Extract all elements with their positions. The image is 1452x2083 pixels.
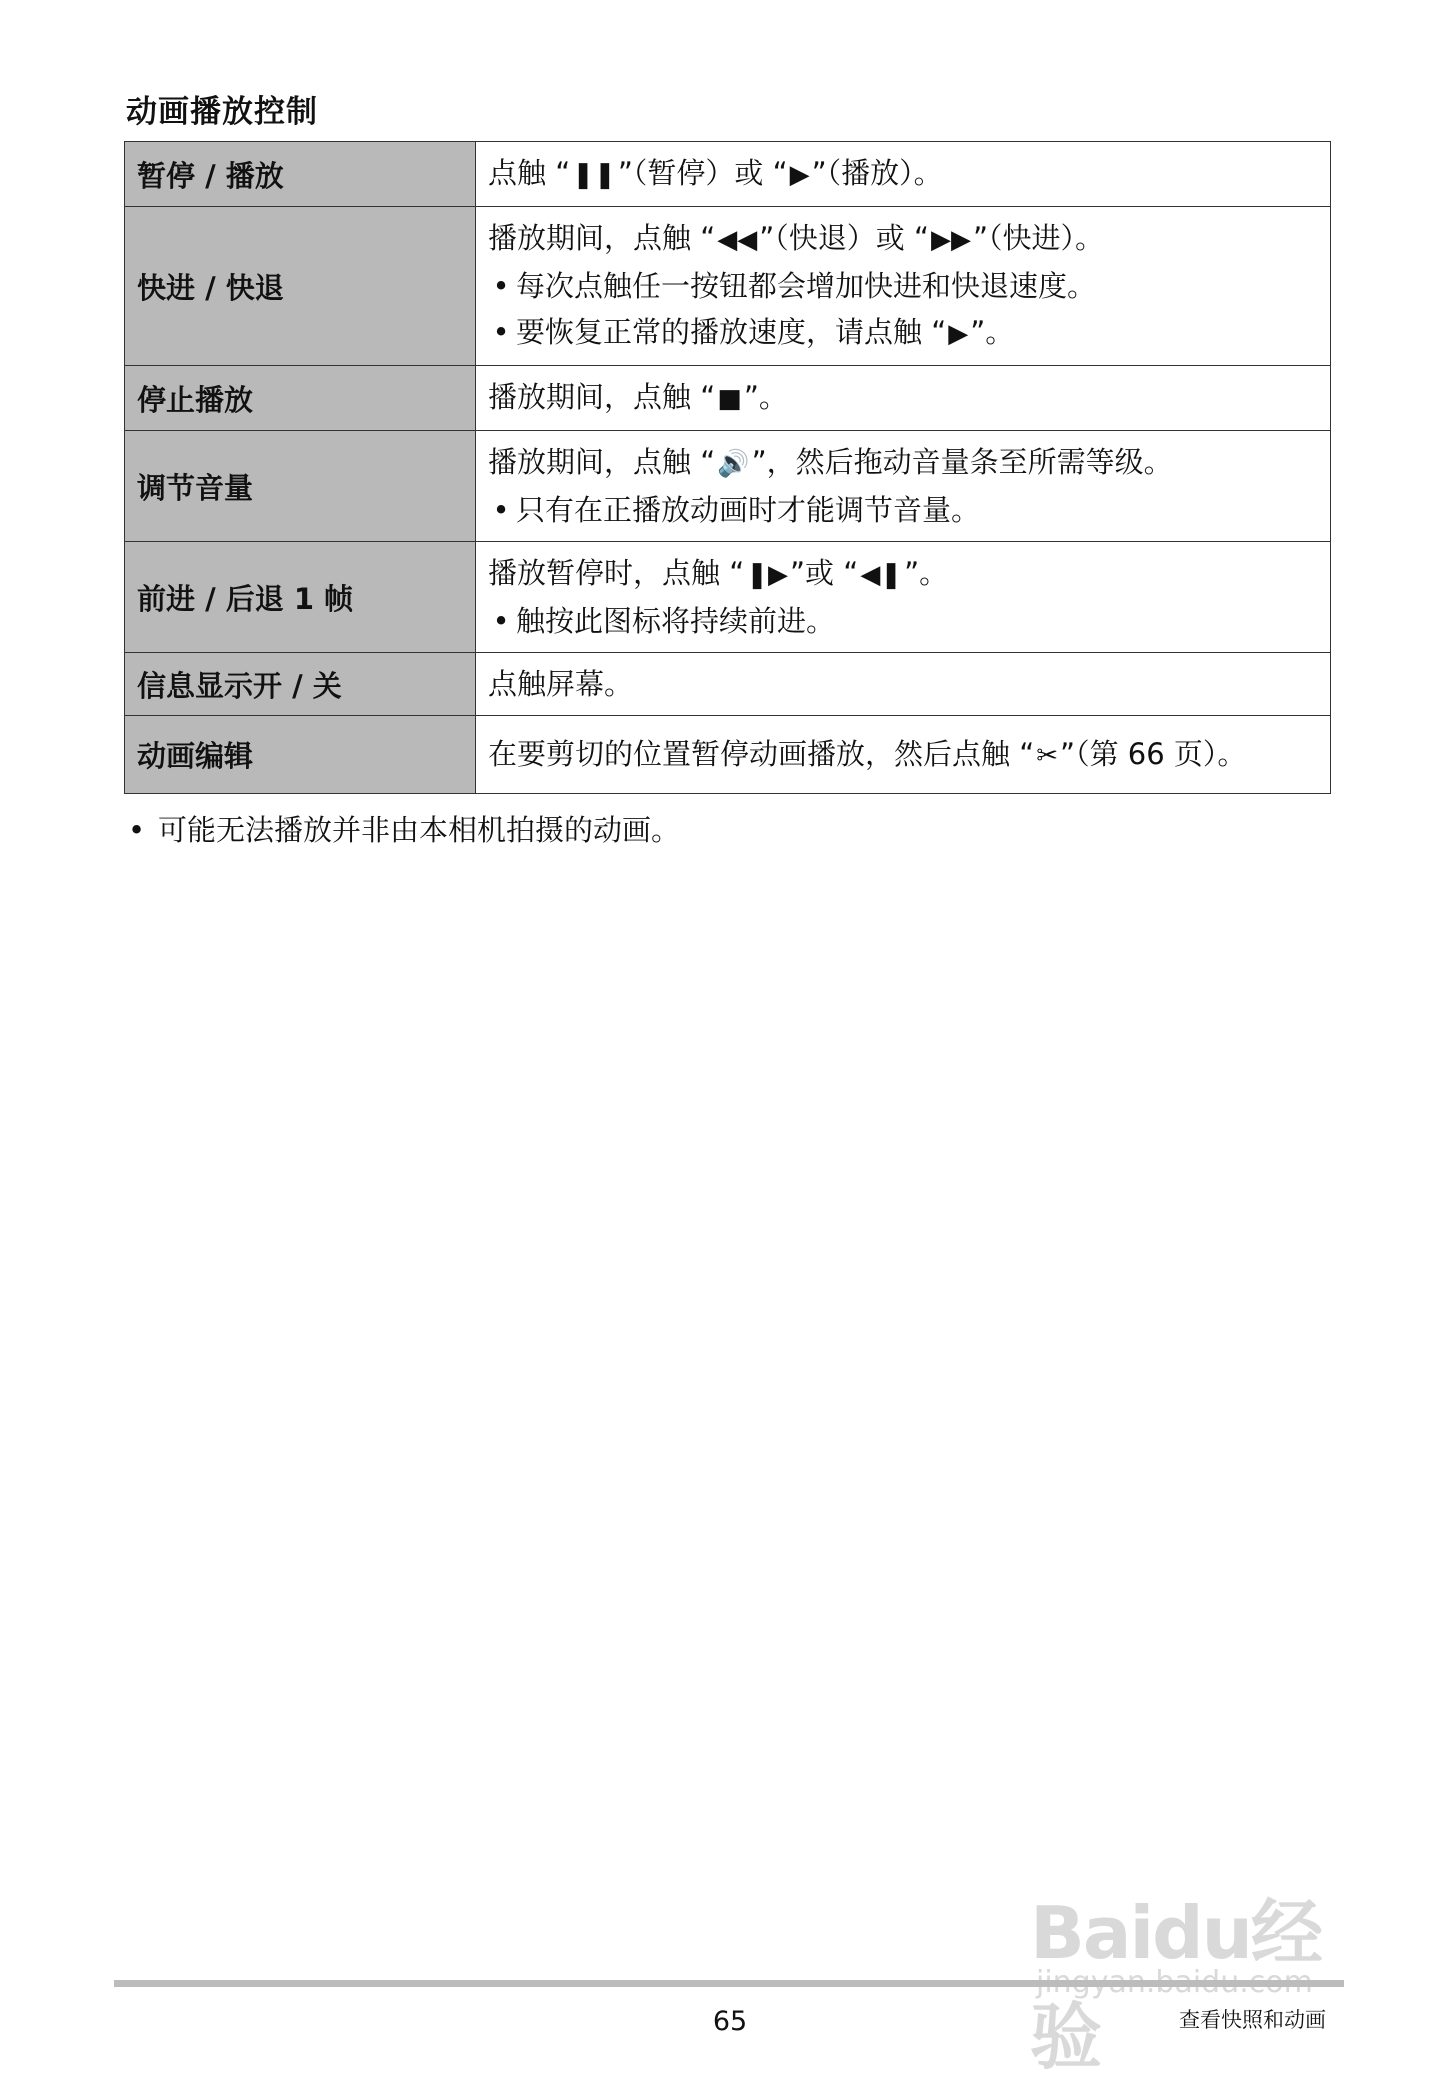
footer-rule	[114, 1980, 1344, 1987]
row-description	[476, 542, 1331, 653]
text-segment: 触按此图标将持续前进。	[516, 604, 836, 638]
description-line	[488, 150, 1318, 198]
text-segment: 点触屏幕。	[488, 667, 634, 701]
text-segment: 播放期间，点触 “	[488, 221, 716, 255]
row-label: 调节音量	[125, 431, 476, 542]
bullet-line	[488, 309, 1318, 357]
text-segment: 每次点触任一按钮都会增加快进和快退速度。	[516, 269, 1097, 303]
row-description	[476, 207, 1331, 366]
row-label: 信息显示开 / 关	[125, 653, 476, 716]
frame-forward-icon: ❚▶	[746, 560, 789, 590]
bullet-line	[488, 598, 1318, 644]
table-row	[125, 142, 1331, 207]
frame-back-icon: ◀❚	[860, 560, 903, 590]
fast-forward-icon: ▶▶	[931, 225, 972, 255]
table-row	[125, 542, 1331, 653]
row-label: 暂停 / 播放	[125, 142, 476, 207]
text-segment: 播放期间，点触 “	[488, 380, 716, 414]
text-segment: ”（第 66 页）。	[1060, 736, 1247, 771]
row-label: 快进 / 快退	[125, 207, 476, 366]
row-description	[476, 653, 1331, 716]
row-description	[476, 431, 1331, 542]
footer-title: 查看快照和动画	[1179, 2008, 1326, 2032]
table-row	[125, 653, 1331, 716]
text-segment: ”（暂停）或 “	[617, 156, 788, 190]
row-description	[476, 366, 1331, 431]
table-row	[125, 716, 1331, 794]
text-segment: ”或 “	[790, 556, 859, 590]
text-segment: 播放暂停时，点触 “	[488, 556, 745, 590]
text-segment: ”。	[904, 556, 949, 590]
playback-controls-table	[124, 141, 1331, 794]
stop-icon: ■	[717, 384, 742, 414]
scissors-icon: ✂	[1036, 740, 1059, 771]
text-segment: ”（快进）。	[973, 221, 1105, 255]
volume-icon: 🔊	[717, 449, 750, 479]
row-label: 动画编辑	[125, 716, 476, 794]
watermark-brand: Baidu经验	[1030, 1891, 1321, 2079]
text-segment: 只有在正播放动画时才能调节音量。	[516, 493, 981, 527]
table-row	[125, 207, 1331, 366]
text-segment: 在要剪切的位置暂停动画播放，然后点触 “	[488, 736, 1035, 771]
text-segment: ”，然后拖动音量条至所需等级。	[751, 445, 1173, 479]
description-line	[488, 439, 1318, 487]
bullet-line	[488, 263, 1318, 309]
note: • 可能无法播放并非由本相机拍摄的动画。	[128, 808, 680, 849]
page-number: 65	[712, 2006, 748, 2037]
row-label: 停止播放	[125, 366, 476, 431]
rewind-icon: ◀◀	[717, 225, 758, 255]
table-row	[125, 431, 1331, 542]
row-label: 前进 / 后退 1 帧	[125, 542, 476, 653]
description-line	[488, 550, 1318, 598]
text-segment: ”（快退）或 “	[759, 221, 930, 255]
text-segment: 播放期间，点触 “	[488, 445, 716, 479]
description-line	[488, 215, 1318, 263]
row-description	[476, 716, 1331, 794]
bullet-line	[488, 487, 1318, 533]
play-icon: ▶	[948, 319, 969, 349]
play-icon: ▶	[789, 160, 810, 190]
table-row	[125, 366, 1331, 431]
text-segment: 点触 “	[488, 156, 571, 190]
text-segment: 要恢复正常的播放速度，请点触 “	[516, 315, 947, 349]
section-title: 动画播放控制	[126, 94, 318, 130]
pause-icon: ❚❚	[572, 160, 616, 190]
text-segment: ”。	[970, 315, 1015, 349]
description-line	[488, 374, 1318, 422]
text-segment: ”。	[743, 380, 788, 414]
description-line	[488, 731, 1318, 779]
row-description	[476, 142, 1331, 207]
text-segment: ”（播放）。	[811, 156, 943, 190]
description-line	[488, 661, 1318, 707]
